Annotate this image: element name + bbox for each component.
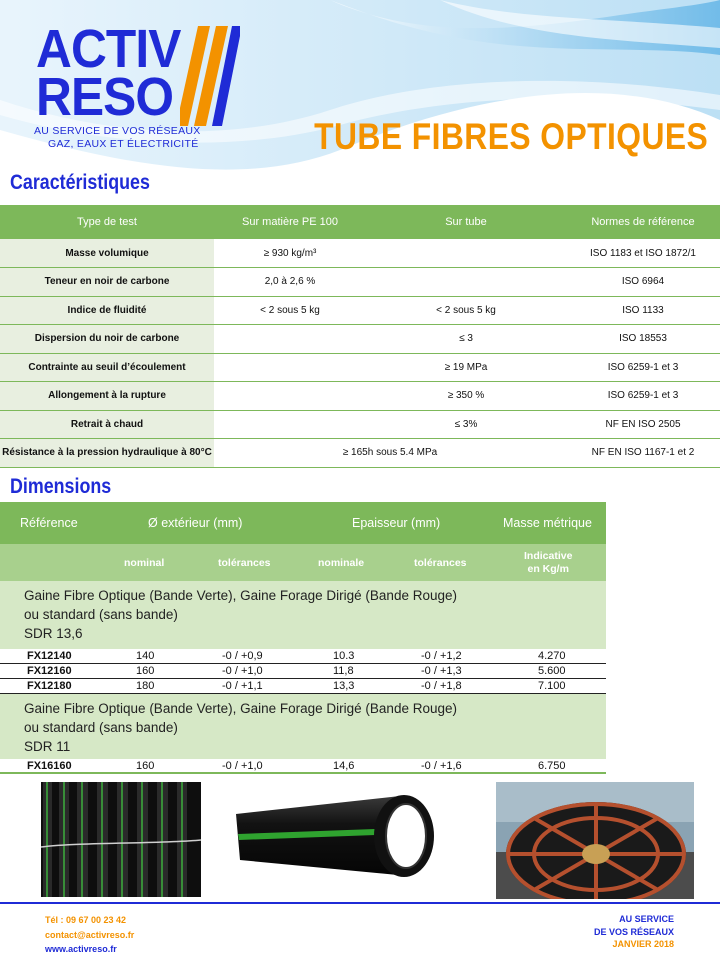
cell-norm: ISO 6259-1 et 3 bbox=[566, 353, 720, 382]
cell-reference: FX12140 bbox=[27, 650, 72, 662]
group-desc-line1: Gaine Fibre Optique (Bande Verte), Gaine Forage Dirigé (Bande Rouge) bbox=[24, 588, 457, 603]
dimensions-header-row bbox=[0, 502, 606, 544]
cell-pe: < 2 sous 5 kg bbox=[214, 296, 366, 325]
group-desc-line2: ou standard (sans bande) bbox=[24, 607, 178, 622]
subheader-nominal: nominal bbox=[124, 556, 165, 569]
cell-norm: NF EN ISO 1167-1 et 2 bbox=[566, 439, 720, 468]
row-label: Teneur en noir de carbone bbox=[0, 268, 214, 297]
cell-reference: FX12160 bbox=[27, 665, 72, 677]
row-label: Allongement à la rupture bbox=[0, 382, 214, 411]
cable-reel-photo bbox=[496, 782, 694, 899]
table-header-row bbox=[0, 205, 720, 239]
cell-tolerance-thickness: -0 / +1,3 bbox=[421, 665, 462, 677]
table-row bbox=[0, 439, 720, 468]
footer-website[interactable]: www.activreso.fr bbox=[45, 944, 117, 954]
cell-nominal: 160 bbox=[136, 760, 155, 772]
table-row bbox=[0, 664, 606, 679]
cell-pressure-value: ≥ 165h sous 5.4 MPa bbox=[214, 439, 566, 468]
cell-thickness: 13,3 bbox=[333, 680, 355, 692]
cell-pe: 2,0 à 2,6 % bbox=[214, 268, 366, 297]
subheader-nominale: nominale bbox=[318, 556, 365, 569]
row-label: Indice de fluidité bbox=[0, 296, 214, 325]
col-header-pe100: Sur matière PE 100 bbox=[214, 205, 366, 239]
row-label: Masse volumique bbox=[0, 239, 214, 268]
cell-pe bbox=[214, 410, 366, 439]
cell-mass: 7.100 bbox=[538, 680, 566, 692]
group-sdr: SDR 13,6 bbox=[24, 626, 83, 641]
cell-mass: 4.270 bbox=[538, 650, 566, 662]
cell-pe: ≥ 930 kg/m³ bbox=[214, 239, 366, 268]
subheader-tolerances-diameter: tolérances bbox=[218, 556, 271, 569]
table-row bbox=[0, 239, 720, 268]
cell-tube bbox=[366, 239, 566, 268]
subheader-indicative bbox=[524, 550, 572, 576]
cell-tube: < 2 sous 5 kg bbox=[366, 296, 566, 325]
cell-tube: ≤ 3 bbox=[366, 325, 566, 354]
col-header-outer-diameter: Ø extérieur (mm) bbox=[148, 516, 243, 530]
table-row bbox=[0, 353, 720, 382]
footer-date: JANVIER 2018 bbox=[612, 939, 674, 949]
footer-divider bbox=[0, 902, 720, 904]
group-sdr: SDR 11 bbox=[24, 739, 71, 754]
row-label: Contrainte au seuil d’écoulement bbox=[0, 353, 214, 382]
footer-phone[interactable]: Tél : 09 67 00 23 42 bbox=[45, 915, 127, 925]
footer-tagline-2: DE VOS RÉSEAUX bbox=[593, 926, 674, 937]
footer-tagline-1: AU SERVICE bbox=[619, 914, 674, 924]
cell-nominal: 180 bbox=[136, 680, 155, 692]
subheader-tolerances-thickness: tolérances bbox=[414, 556, 467, 569]
dimensions-subheader-row bbox=[0, 544, 606, 581]
cell-norm: ISO 1133 bbox=[566, 296, 720, 325]
col-header-norms: Normes de référence bbox=[566, 205, 720, 239]
dimensions-heading: Dimensions bbox=[10, 475, 112, 498]
footer-email[interactable]: contact@activreso.fr bbox=[45, 929, 135, 940]
dimensions-table bbox=[0, 502, 606, 774]
footer-tagline bbox=[594, 913, 674, 951]
cell-tolerance-thickness: -0 / +1,2 bbox=[421, 650, 462, 662]
col-header-test-type: Type de test bbox=[0, 205, 214, 239]
table-row bbox=[0, 296, 720, 325]
product-group-sdr-11 bbox=[0, 694, 606, 759]
cell-tube bbox=[366, 268, 566, 297]
cell-nominal: 140 bbox=[136, 650, 155, 662]
logo-tagline-2: GAZ, EAUX ET ÉLECTRICITÉ bbox=[48, 138, 199, 150]
cell-thickness: 10.3 bbox=[333, 650, 355, 662]
table-row bbox=[0, 410, 720, 439]
cell-tube: ≥ 350 % bbox=[366, 382, 566, 411]
table-row bbox=[0, 382, 720, 411]
footer-contact bbox=[45, 913, 134, 957]
tube-green-stripe-photo bbox=[230, 792, 438, 884]
subheader-indicative-line2: en Kg/m bbox=[527, 562, 569, 575]
cell-tube: ≥ 19 MPa bbox=[366, 353, 566, 382]
cell-tolerance-diameter: -0 / +1,0 bbox=[222, 665, 263, 677]
cell-reference: FX12180 bbox=[27, 680, 72, 692]
characteristics-table bbox=[0, 205, 720, 468]
cell-norm: ISO 6259-1 et 3 bbox=[566, 382, 720, 411]
cell-norm: ISO 18553 bbox=[566, 325, 720, 354]
cell-tolerance-thickness: -0 / +1,8 bbox=[421, 680, 462, 692]
cell-tolerance-diameter: -0 / +0,9 bbox=[222, 650, 263, 662]
page-title: TUBE FIBRES OPTIQUES bbox=[313, 116, 708, 157]
table-row bbox=[0, 325, 720, 354]
logo-text-reso: RESO bbox=[36, 67, 174, 127]
cell-tolerance-diameter: -0 / +1,1 bbox=[222, 680, 263, 692]
cell-thickness: 11,8 bbox=[333, 665, 354, 677]
logo-text-activ: ACTIV bbox=[36, 19, 181, 79]
col-header-mass: Masse métrique bbox=[503, 516, 592, 530]
cell-thickness: 14,6 bbox=[333, 760, 355, 772]
cell-norm: ISO 1183 et ISO 1872/1 bbox=[566, 239, 720, 268]
product-group-sdr-13-6 bbox=[0, 581, 606, 649]
table-row bbox=[0, 759, 606, 774]
cell-norm: ISO 6964 bbox=[566, 268, 720, 297]
group-desc-line1: Gaine Fibre Optique (Bande Verte), Gaine Forage Dirigé (Bande Rouge) bbox=[24, 701, 457, 716]
row-label: Résistance à la pression hydraulique à 80°C bbox=[0, 439, 214, 468]
cell-pe bbox=[214, 325, 366, 354]
characteristics-heading: Caractéristiques bbox=[10, 171, 150, 194]
coiled-tubes-photo bbox=[41, 782, 201, 897]
row-label: Retrait à chaud bbox=[0, 410, 214, 439]
cell-norm: NF EN ISO 2505 bbox=[566, 410, 720, 439]
group-desc-line2: ou standard (sans bande) bbox=[24, 720, 178, 735]
cell-reference: FX16160 bbox=[27, 760, 72, 772]
logo-tagline-1: AU SERVICE DE VOS RÉSEAUX bbox=[34, 125, 201, 137]
brand-logo[interactable] bbox=[30, 19, 230, 150]
cell-tolerance-thickness: -0 / +1,6 bbox=[421, 760, 462, 772]
cell-mass: 6.750 bbox=[538, 760, 566, 772]
col-header-tube: Sur tube bbox=[366, 205, 566, 239]
table-row bbox=[0, 679, 606, 694]
subheader-indicative-line1: Indicative bbox=[524, 549, 573, 562]
cell-tolerance-diameter: -0 / +1,0 bbox=[222, 760, 263, 772]
col-header-thickness: Epaisseur (mm) bbox=[352, 516, 441, 530]
row-label: Dispersion du noir de carbone bbox=[0, 325, 214, 354]
cell-nominal: 160 bbox=[136, 665, 155, 677]
cell-pe bbox=[214, 382, 366, 411]
logo-slashes-icon bbox=[180, 26, 240, 126]
cell-mass: 5.600 bbox=[538, 665, 566, 677]
col-header-reference: Référence bbox=[20, 516, 78, 530]
cell-pe bbox=[214, 353, 366, 382]
table-row bbox=[0, 649, 606, 664]
cell-tube: ≤ 3% bbox=[366, 410, 566, 439]
table-row bbox=[0, 268, 720, 297]
